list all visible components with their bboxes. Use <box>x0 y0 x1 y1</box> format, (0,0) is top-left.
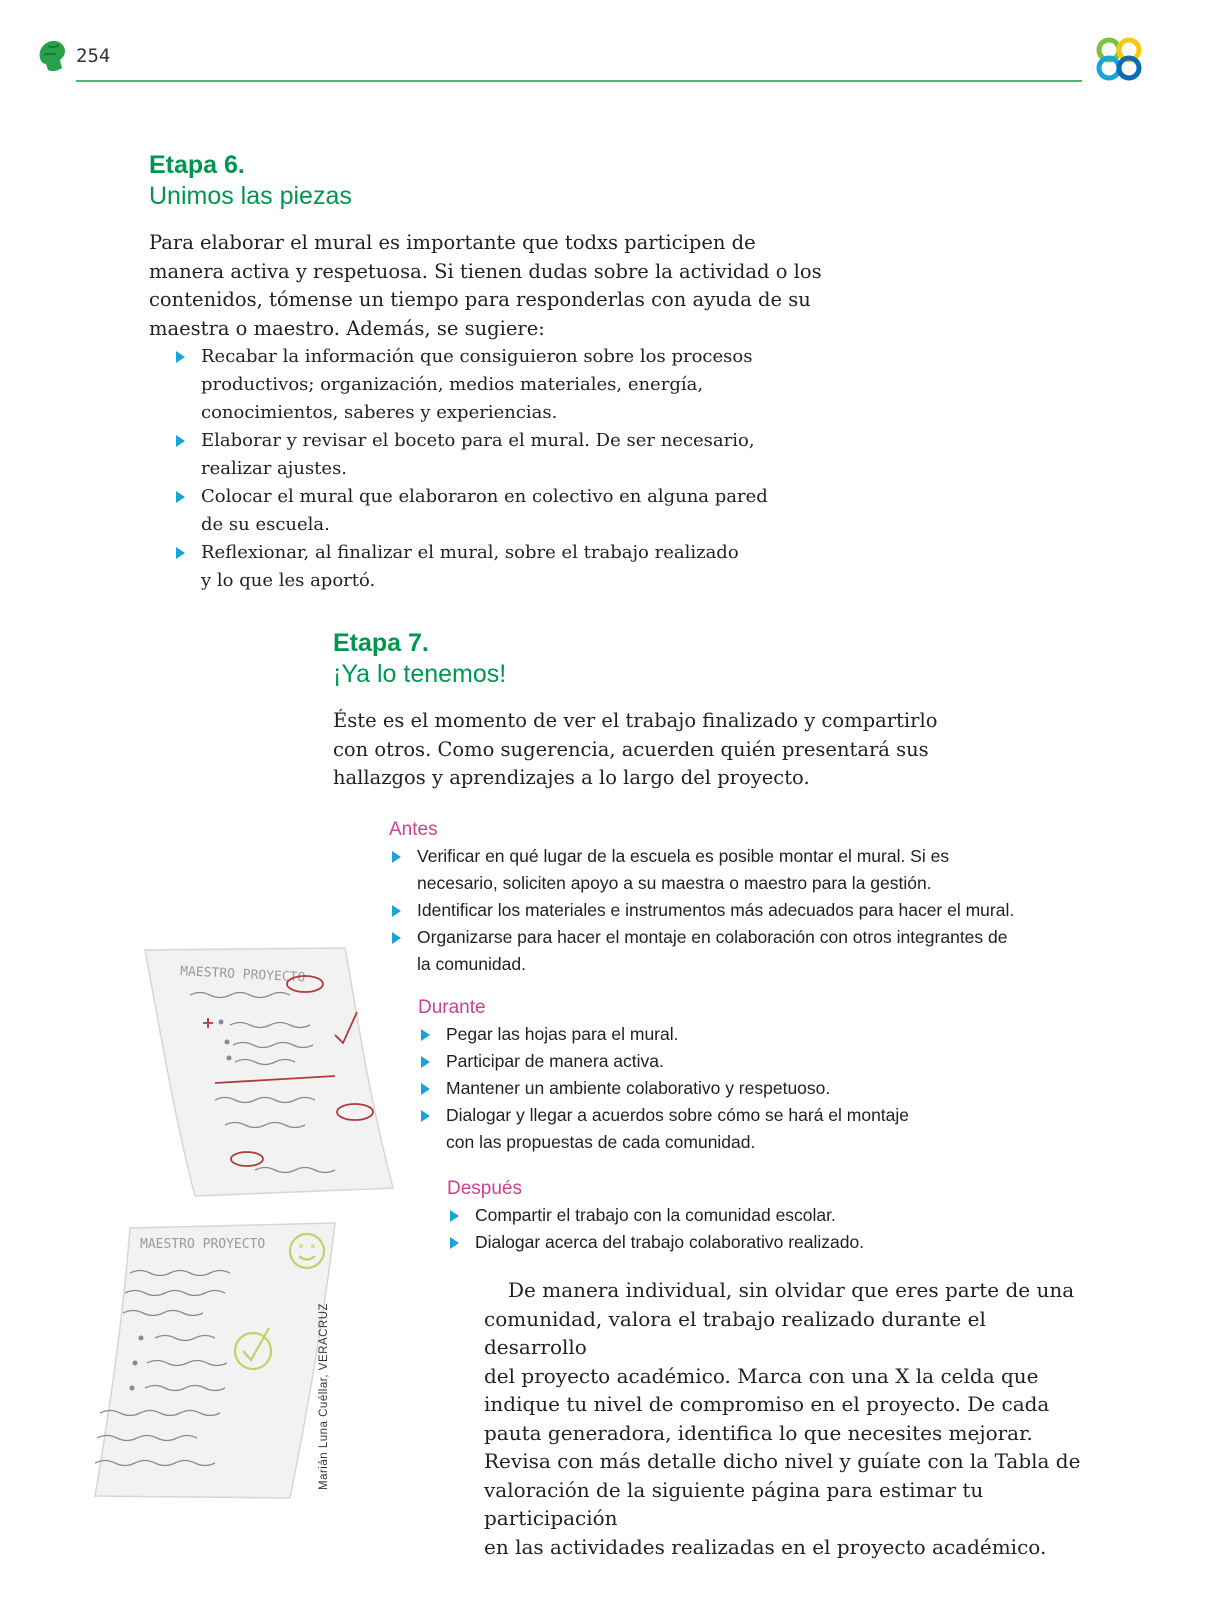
list-item: Dialogar acerca del trabajo colaborativo realizado. <box>447 1229 1047 1256</box>
triangle-bullet-icon <box>450 1237 459 1249</box>
antes-block <box>389 817 1049 978</box>
paper-sheet-illustration-2 <box>85 1218 345 1508</box>
closing-line: indique tu nivel de compromiso en el proyecto. De cada <box>484 1392 1050 1416</box>
sheet-1-heading: MAESTRO PROYECTO <box>179 964 306 986</box>
despues-heading: Después <box>447 1178 522 1199</box>
stage-6-title: Unimos las piezas <box>149 182 352 210</box>
triangle-bullet-icon <box>421 1056 430 1068</box>
closing-line: del proyecto académico. Marca con una X la celda que <box>484 1363 1039 1388</box>
durante-heading: Durante <box>418 997 486 1018</box>
intro-line: Éste es el momento de ver el trabajo finalizado y compartirlo <box>333 709 938 732</box>
stage-6-section <box>149 150 849 595</box>
closing-line: pauta generadora, identifica lo que necesites mejorar. <box>484 1420 1033 1445</box>
intro-line: Para elaborar el mural es importante que todxs participen de <box>149 231 756 254</box>
stage-6-list <box>173 343 849 595</box>
illustration-credit-text: Marián Luna Cuéllar, VERACRUZ <box>318 1302 330 1490</box>
closing-line: valoración de la siguiente página para estimar tu participación <box>484 1477 984 1530</box>
stage-7-section <box>333 628 1033 793</box>
paper-sheet-illustration-1 <box>135 940 405 1205</box>
triangle-bullet-icon <box>176 435 185 447</box>
triangle-bullet-icon <box>421 1110 430 1122</box>
list-item: Dialogar y llegar a acuerdos sobre cómo se hará el montaje con las propuestas de cada comunidad. <box>418 1102 1048 1156</box>
triangle-bullet-icon <box>176 547 185 559</box>
antes-heading: Antes <box>389 819 438 840</box>
closing-line: en las actividades realizadas en el proyecto académico. <box>484 1534 1047 1559</box>
stage-6-intro <box>149 229 849 343</box>
list-item: Mantener un ambiente colaborativo y respetuoso. <box>418 1075 1048 1102</box>
multicolor-knot-logo-icon <box>1093 34 1145 84</box>
intro-line: contenidos, tómense un tiempo para responderlas con ayuda de su <box>149 288 811 311</box>
antes-list <box>389 843 1049 978</box>
intro-line: hallazgos y aprendizajes a lo largo del proyecto. <box>333 766 810 789</box>
header-rule <box>76 80 1082 82</box>
durante-list <box>418 1021 1048 1156</box>
list-item: Participar de manera activa. <box>418 1048 1048 1075</box>
list-item: Identificar los materiales e instrumentos más adecuados para hacer el mural. <box>389 897 1049 924</box>
list-item: Elaborar y revisar el boceto para el mural. De ser necesario, realizar ajustes. <box>173 427 849 483</box>
stage-7-intro <box>333 707 1033 793</box>
stage-7-label: Etapa 7. <box>333 629 429 657</box>
closing-paragraph <box>484 1276 1084 1561</box>
closing-line: comunidad, valora el trabajo realizado durante el desarrollo <box>484 1306 986 1359</box>
illustration-credit <box>318 1302 340 1490</box>
page-number: 254 <box>76 45 111 67</box>
triangle-bullet-icon <box>450 1210 459 1222</box>
despues-block <box>447 1176 1047 1256</box>
stage-7-title: ¡Ya lo tenemos! <box>333 660 507 688</box>
triangle-bullet-icon <box>176 491 185 503</box>
list-item: Pegar las hojas para el mural. <box>418 1021 1048 1048</box>
closing-line: Revisa con más detalle dicho nivel y guíate con la Tabla de <box>484 1449 1081 1473</box>
stage-6-label: Etapa 6. <box>149 151 245 179</box>
closing-line: De manera individual, sin olvidar que eres parte de una <box>508 1278 1075 1302</box>
despues-list <box>447 1202 1047 1256</box>
list-item: Recabar la información que consiguieron sobre los procesos productivos; organización, medios materiales, energía, conocimientos, saberes y experiencias. <box>173 343 849 427</box>
intro-line: manera activa y respetuosa. Si tienen dudas sobre la actividad o los <box>149 259 822 283</box>
triangle-bullet-icon <box>392 905 401 917</box>
list-item: Reflexionar, al finalizar el mural, sobre el trabajo realizado y lo que les aportó. <box>173 539 849 595</box>
list-item: Colocar el mural que elaboraron en colectivo en alguna pared de su escuela. <box>173 483 849 539</box>
triangle-bullet-icon <box>421 1083 430 1095</box>
intro-line: maestra o maestro. Además, se sugiere: <box>149 316 545 340</box>
list-item: Verificar en qué lugar de la escuela es posible montar el mural. Si es necesario, soliciten apoyo a su maestra o maestro para la gestión. <box>389 843 1049 897</box>
sheet-2-heading: MAESTRO PROYECTO <box>140 1237 266 1252</box>
list-item: Organizarse para hacer el montaje en colaboración con otros integrantes de la comunidad. <box>389 924 1049 978</box>
triangle-bullet-icon <box>176 351 185 363</box>
durante-block <box>418 995 1048 1156</box>
intro-line: con otros. Como sugerencia, acuerden quién presentará sus <box>333 737 929 761</box>
leaf-head-logo-icon <box>34 38 68 74</box>
triangle-bullet-icon <box>421 1029 430 1041</box>
triangle-bullet-icon <box>392 851 401 863</box>
list-item: Compartir el trabajo con la comunidad escolar. <box>447 1202 1047 1229</box>
